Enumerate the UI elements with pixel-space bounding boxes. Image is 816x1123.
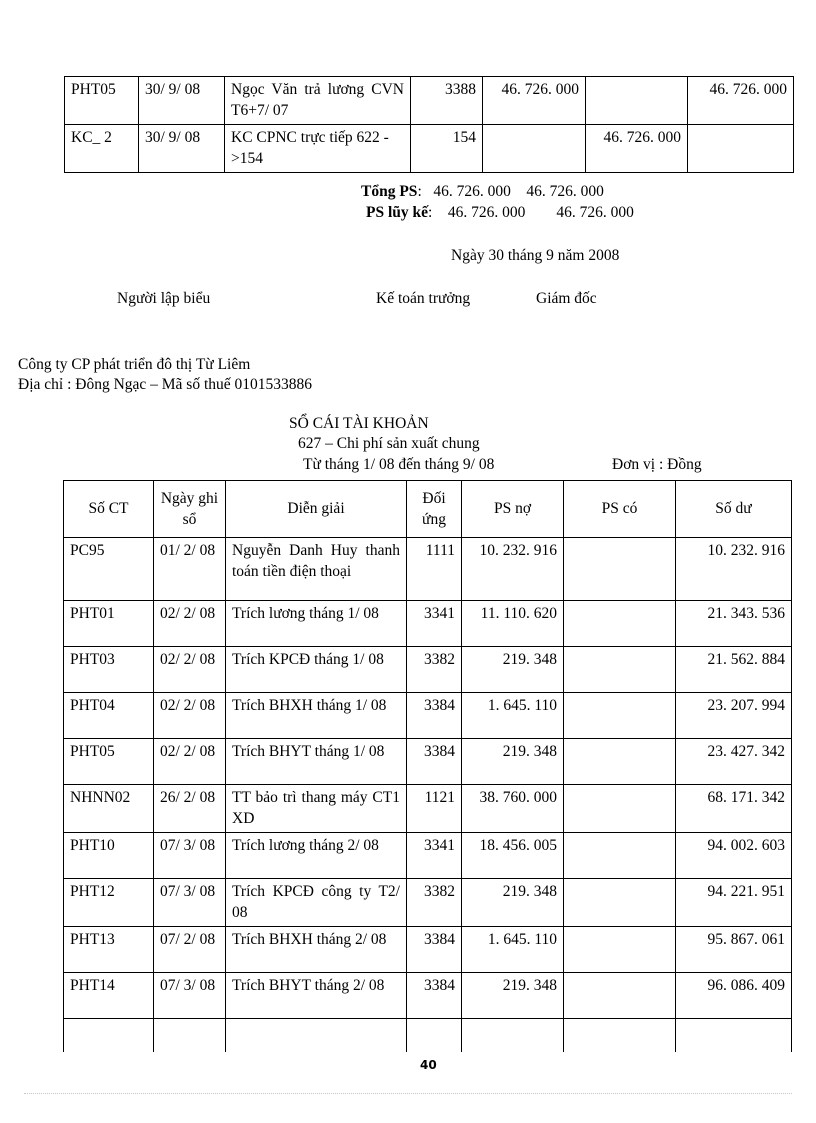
table-row [64,926,792,972]
table-row [65,77,794,125]
description: Trích KPCĐ tháng 1/ 08 [226,647,407,693]
ledger-title: SỔ CÁI TÀI KHOẢN [289,415,429,432]
table-row [64,538,792,601]
table-continuation [64,1018,792,1052]
counter-account: 154 [411,124,483,172]
header-doc-number: Số CT [64,481,154,538]
doc-number: PHT05 [64,739,154,785]
cumulative-ps-label: PS lũy kế [366,204,429,221]
chief-accountant-signature-label: Kế toán trưởng [376,290,471,307]
preparer-signature-label: Người lập biểu [117,290,211,307]
entry-date: 07/ 2/ 08 [154,926,226,972]
currency-unit: Đơn vị : Đồng [612,456,702,473]
header-entry-date: Ngày ghi sổ [154,481,226,538]
balance-amount: 96. 086. 409 [676,972,792,1018]
total-ps-values: : 46. 726. 000 46. 726. 000 [417,183,604,200]
doc-number: KC_ 2 [65,124,139,172]
counter-account: 1121 [407,785,462,833]
balance-amount: 46. 726. 000 [688,77,794,125]
description: Trích lương tháng 1/ 08 [226,601,407,647]
balance-amount: 95. 867. 061 [676,926,792,972]
credit-amount [564,601,676,647]
total-ps-line [361,182,604,202]
description: Trích lương tháng 2/ 08 [226,832,407,878]
entry-date: 02/ 2/ 08 [154,693,226,739]
entry-date: 07/ 3/ 08 [154,972,226,1018]
ledger-period: Từ tháng 1/ 08 đến tháng 9/ 08 [303,456,495,473]
balance-amount [688,124,794,172]
table-row [64,972,792,1018]
debit-amount: 1. 645. 110 [462,926,564,972]
entry-date: 26/ 2/ 08 [154,785,226,833]
credit-amount [586,77,688,125]
balance-amount: 23. 427. 342 [676,739,792,785]
credit-amount [564,647,676,693]
credit-amount [564,972,676,1018]
debit-amount: 219. 348 [462,972,564,1018]
debit-amount: 38. 760. 000 [462,785,564,833]
description: Trích BHXH tháng 2/ 08 [226,926,407,972]
balance-amount: 23. 207. 994 [676,693,792,739]
table-row [64,878,792,926]
table-row [64,693,792,739]
balance-amount: 21. 562. 884 [676,647,792,693]
debit-amount: 219. 348 [462,739,564,785]
balance-amount: 21. 343. 536 [676,601,792,647]
cumulative-ps-line [366,203,634,223]
balance-amount: 10. 232. 916 [676,538,792,601]
doc-number: NHNN02 [64,785,154,833]
header-balance: Số dư [676,481,792,538]
counter-account: 3384 [407,739,462,785]
balance-amount: 94. 221. 951 [676,878,792,926]
counter-account: 3388 [411,77,483,125]
counter-account: 3384 [407,926,462,972]
entry-date: 02/ 2/ 08 [154,601,226,647]
table-row [64,739,792,785]
credit-amount [564,693,676,739]
debit-amount: 219. 348 [462,647,564,693]
doc-number: PHT03 [64,647,154,693]
counter-account: 3382 [407,878,462,926]
credit-amount [564,878,676,926]
description: Nguyễn Danh Huy thanh toán tiền điện thoại [226,538,407,601]
doc-number: PHT04 [64,693,154,739]
doc-number: PHT12 [64,878,154,926]
entry-date: 01/ 2/ 08 [154,538,226,601]
ledger-table [63,480,792,1052]
doc-number: PHT13 [64,926,154,972]
counter-account: 1111 [407,538,462,601]
description: TT bảo trì thang máy CT1 XD [226,785,407,833]
debit-amount: 11. 110. 620 [462,601,564,647]
entry-date: 02/ 2/ 08 [154,647,226,693]
debit-amount: 46. 726. 000 [483,77,586,125]
credit-amount [564,926,676,972]
ledger-header-row [64,481,792,538]
continuation-table [64,76,794,173]
credit-amount [564,538,676,601]
ledger-subtitle: 627 – Chi phí sản xuất chung [298,435,480,452]
doc-number: PHT01 [64,601,154,647]
table-row [64,647,792,693]
doc-number: PHT14 [64,972,154,1018]
company-name: Công ty CP phát triển đô thị Từ Liêm [18,356,251,373]
description: Trích BHYT tháng 1/ 08 [226,739,407,785]
total-ps-label: Tổng PS [361,183,418,200]
debit-amount: 219. 348 [462,878,564,926]
table-row [64,832,792,878]
director-signature-label: Giám đốc [536,290,597,307]
footer-divider [24,1093,792,1094]
date-line: Ngày 30 tháng 9 năm 2008 [451,247,620,264]
header-credit: PS có [564,481,676,538]
doc-number: PC95 [64,538,154,601]
counter-account: 3341 [407,601,462,647]
table-row [65,124,794,172]
entry-date: 07/ 3/ 08 [154,878,226,926]
credit-amount: 46. 726. 000 [586,124,688,172]
counter-account: 3384 [407,972,462,1018]
credit-amount [564,785,676,833]
doc-number: PHT10 [64,832,154,878]
entry-date: 02/ 2/ 08 [154,739,226,785]
credit-amount [564,739,676,785]
cumulative-ps-values: : 46. 726. 000 46. 726. 000 [428,204,634,221]
debit-amount [483,124,586,172]
counter-account: 3382 [407,647,462,693]
credit-amount [564,832,676,878]
counter-account: 3341 [407,832,462,878]
page-number: 40 [420,1058,437,1072]
description: Trích BHYT tháng 2/ 08 [226,972,407,1018]
counter-account: 3384 [407,693,462,739]
description: KC CPNC trực tiếp 622 - >154 [225,124,411,172]
description: Trích KPCĐ công ty T2/ 08 [226,878,407,926]
company-address: Địa chỉ : Đông Ngạc – Mã số thuế 0101533886 [18,376,313,393]
balance-amount: 94. 002. 603 [676,832,792,878]
doc-number: PHT05 [65,77,139,125]
table-row [64,601,792,647]
description: Ngọc Văn trả lương CVN T6+7/ 07 [225,77,411,125]
header-counter-account: Đối ứng [407,481,462,538]
header-description: Diễn giải [226,481,407,538]
debit-amount: 1. 645. 110 [462,693,564,739]
balance-amount: 68. 171. 342 [676,785,792,833]
description: Trích BHXH tháng 1/ 08 [226,693,407,739]
entry-date: 30/ 9/ 08 [139,77,225,125]
table-row [64,785,792,833]
entry-date: 07/ 3/ 08 [154,832,226,878]
debit-amount: 18. 456. 005 [462,832,564,878]
header-debit: PS nợ [462,481,564,538]
entry-date: 30/ 9/ 08 [139,124,225,172]
debit-amount: 10. 232. 916 [462,538,564,601]
